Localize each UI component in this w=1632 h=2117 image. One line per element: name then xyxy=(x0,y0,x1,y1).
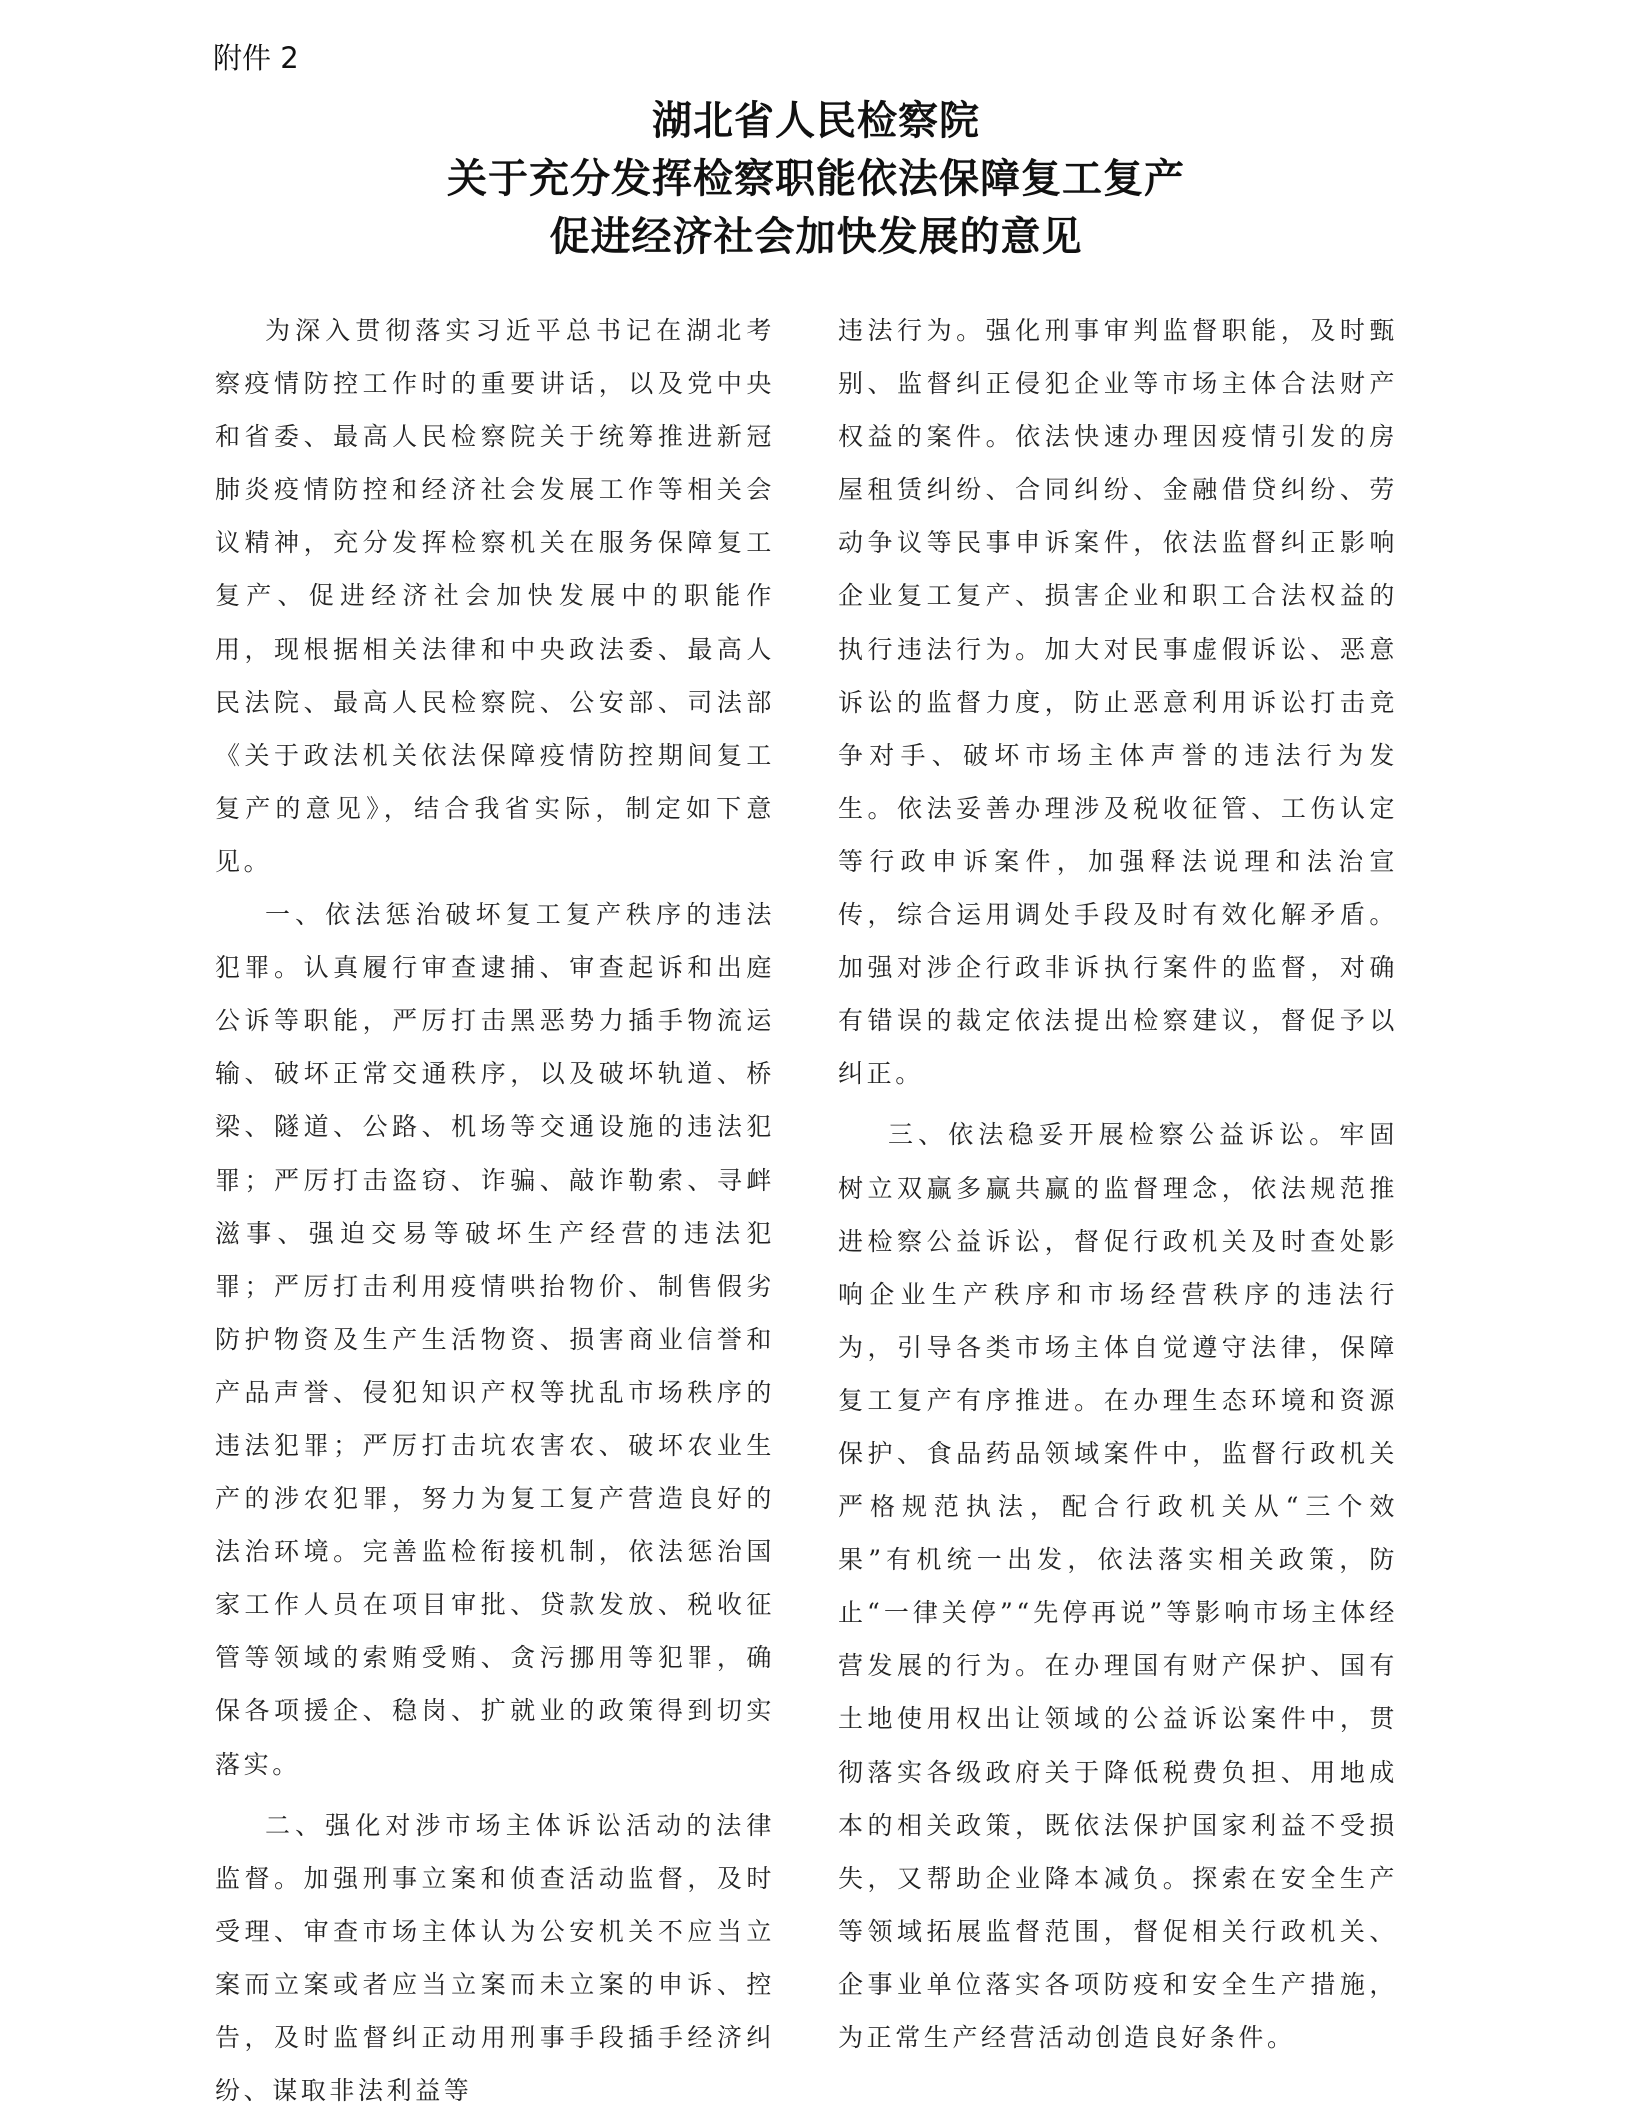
document-title xyxy=(0,92,1632,266)
paragraph-section-1: 一、依法惩治破坏复工复产秩序的违法犯罪。认真履行审查逮捕、审查起诉和出庭公诉等职能，严厉打击黑恶势力插手物流运输、破坏正常交通秩序，以及破坏轨道、桥梁、隧道、公路、机场等交通设施的违法犯罪；严厉打击盗窃、诈骗、敲诈勒索、寻衅滋事、强迫交易等破坏生产经营的违法犯罪；严厉打击利用疫情哄抬物价、制售假劣防护物资及生产生活物资、损害商业信誉和产品声誉、侵犯知识产权等扰乱市场秩序的违法犯罪；严厉打击坑农害农、破坏农业生产的涉农犯罪，努力为复工复产营造良好的法治环境。完善监检衔接机制，依法惩治国家工作人员在项目审批、贷款发放、税收征管等领域的索贿受贿、贪污挪用等犯罪，确保各项援企、稳岗、扩就业的政策得到切实落实。 xyxy=(215,900,775,1779)
paragraph-section-2: 二、强化对涉市场主体诉讼活动的法律监督。加强刑事立案和侦查活动监督，及时受理、审查市场主体认为公安机关不应当立案而立案或者应当立案而未立案的申诉、控告，及时监督纠正动用刑事手段插手经济纠纷、谋取非法利益等 xyxy=(215,1810,775,2106)
attachment-label: 附件 2 xyxy=(213,41,299,75)
title-line-2: 关于充分发挥检察职能依法保障复工复产 xyxy=(447,155,1185,202)
right-column xyxy=(838,304,1398,2064)
paragraph-section-2-continued: 违法行为。强化刑事审判监督职能，及时甄别、监督纠正侵犯企业等市场主体合法财产权益的案件。依法快速办理因疫情引发的房屋租赁纠纷、合同纠纷、金融借贷纠纷、劳动争议等民事申诉案件，依法监督纠正影响企业复工复产、损害企业和职工合法权益的执行违法行为。加大对民事虚假诉讼、恶意诉讼的监督力度，防止恶意利用诉讼打击竞争对手、破坏市场主体声誉的违法行为发生。依法妥善办理涉及税收征管、工伤认定等行政申诉案件，加强释法说理和法治宣传，综合运用调处手段及时有效化解矛盾。加强对涉企行政非诉执行案件的监督，对确有错误的裁定依法提出检察建议，督促予以纠正。 xyxy=(838,316,1398,1089)
left-column xyxy=(215,304,775,2117)
title-line-1: 湖北省人民检察院 xyxy=(652,97,980,144)
paragraph-section-3: 三、依法稳妥开展检察公益诉讼。牢固树立双赢多赢共赢的监督理念，依法规范推进检察公益诉讼，督促行政机关及时查处影响企业生产秩序和市场经营秩序的违法行为，引导各类市场主体自觉遵守法律，保障复工复产有序推进。在办理生态环境和资源保护、食品药品领域案件中，监督行政机关严格规范执法，配合行政机关从“三个效果”有机统一出发，依法落实相关政策，防止“一律关停”“先停再说”等影响市场主体经营发展的行为。在办理国有财产保护、国有土地使用权出让领域的公益诉讼案件中，贯彻落实各级政府关于降低税费负担、用地成本的相关政策，既依法保护国家利益不受损失，又帮助企业降本减负。探索在安全生产等领域拓展监督范围，督促相关行政机关、企事业单位落实各项防疫和安全生产措施，为正常生产经营活动创造良好条件。 xyxy=(838,1120,1398,2052)
paragraph-preamble: 为深入贯彻落实习近平总书记在湖北考察疫情防控工作时的重要讲话，以及党中央和省委、最高人民检察院关于统筹推进新冠肺炎疫情防控和经济社会发展工作等相关会议精神，充分发挥检察机关在服务保障复工复产、促进经济社会加快发展中的职能作用，现根据相关法律和中央政法委、最高人民法院、最高人民检察院、公安部、司法部《关于政法机关依法保障疫情防控期间复工复产的意见》，结合我省实际，制定如下意见。 xyxy=(215,316,775,876)
title-line-3: 促进经济社会加快发展的意见 xyxy=(549,213,1083,260)
